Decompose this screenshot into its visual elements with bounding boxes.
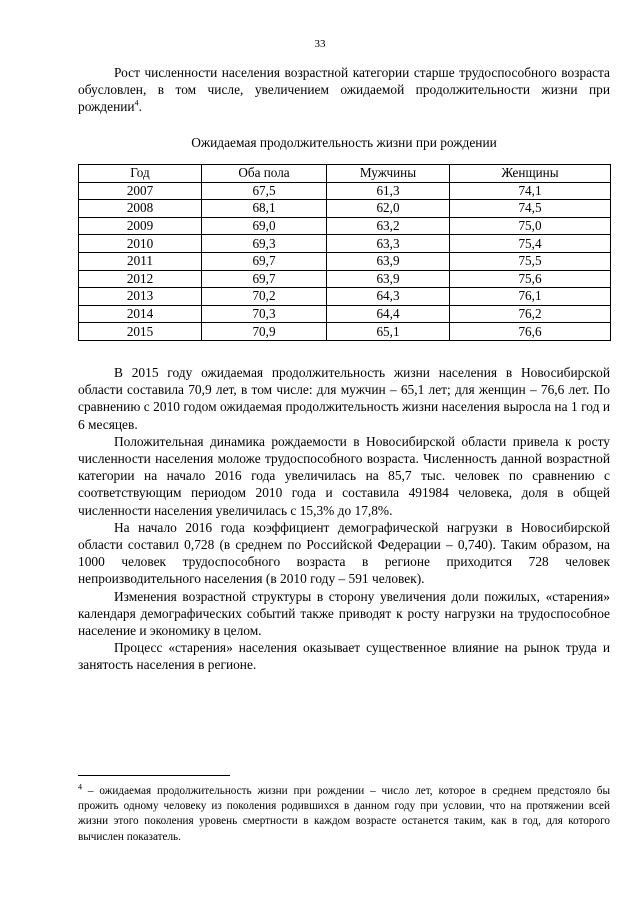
table-title: Ожидаемая продолжительность жизни при рождении bbox=[191, 135, 497, 150]
table-row bbox=[79, 235, 611, 253]
cell-year: 2012 bbox=[79, 270, 202, 288]
cell-male: 64,4 bbox=[327, 305, 450, 323]
cell-both-sexes: 69,3 bbox=[202, 235, 327, 253]
paragraph-life-expectancy: В 2015 году ожидаемая продолжительность жизни населения в Новосибирской области составила 70,9 лет, в том числе: для мужчин – 65,1 лет; для женщин – 76,6 лет. По сравнению с 2010 годом ожидаемая продолжительность жизни населения выросла на 1 год и 6 месяцев. bbox=[78, 365, 610, 432]
cell-female: 75,0 bbox=[450, 217, 611, 235]
header-male: Мужчины bbox=[327, 165, 450, 183]
header-year: Год bbox=[79, 165, 202, 183]
cell-year: 2015 bbox=[79, 323, 202, 341]
footnote-text: – ожидаемая продолжительность жизни при рождении – число лет, которое в среднем предстояло бы прожить одному человеку из поколения родившихся в данном году при условии, что на протяжении всей жизни этого поколения уровень смертности в каждом возрасте останется таким, как в год, для которого вычислен показатель. bbox=[78, 785, 610, 843]
cell-year: 2010 bbox=[79, 235, 202, 253]
footnote bbox=[78, 784, 610, 845]
footnote-divider bbox=[78, 775, 230, 776]
cell-both-sexes: 69,7 bbox=[202, 252, 327, 270]
cell-female: 74,5 bbox=[450, 200, 611, 218]
table-row bbox=[79, 252, 611, 270]
cell-female: 76,1 bbox=[450, 288, 611, 306]
cell-both-sexes: 69,0 bbox=[202, 217, 327, 235]
paragraph-dependency-ratio: На начало 2016 года коэффициент демографической нагрузки в Новосибирской области составил 0,728 (в среднем по Российской Федерации – 0,740). Таким образом, на 1000 человек трудоспособного возраста в регионе приходится 728 человек непроизводительного населения (в 2010 году – 591 человек). bbox=[78, 519, 610, 587]
intro-text: Рост численности населения возрастной категории старше трудоспособного возраста обусловлен, в том числе, увеличением ожидаемой продолжительности жизни при рождении bbox=[78, 65, 610, 115]
cell-male: 63,3 bbox=[327, 235, 450, 253]
cell-male: 61,3 bbox=[327, 182, 450, 200]
cell-year: 2007 bbox=[79, 182, 202, 200]
cell-male: 65,1 bbox=[327, 323, 450, 341]
cell-year: 2014 bbox=[79, 305, 202, 323]
cell-year: 2009 bbox=[79, 217, 202, 235]
header-female: Женщины bbox=[450, 165, 611, 183]
cell-both-sexes: 70,2 bbox=[202, 288, 327, 306]
cell-male: 63,9 bbox=[327, 252, 450, 270]
cell-year: 2008 bbox=[79, 200, 202, 218]
paragraph-age-structure: Изменения возрастной структуры в сторону увеличения доли пожилых, «старения» календаря демографических событий также приводят к росту нагрузки на трудоспособное население и экономику в целом. bbox=[78, 588, 610, 639]
table-row bbox=[79, 182, 611, 200]
cell-both-sexes: 70,9 bbox=[202, 323, 327, 341]
cell-both-sexes: 68,1 bbox=[202, 200, 327, 218]
table-row bbox=[79, 323, 611, 341]
intro-tail: . bbox=[138, 99, 142, 115]
footnote-marker: 4 bbox=[78, 782, 82, 792]
cell-female: 75,4 bbox=[450, 235, 611, 253]
cell-female: 75,5 bbox=[450, 252, 611, 270]
cell-both-sexes: 69,7 bbox=[202, 270, 327, 288]
cell-both-sexes: 70,3 bbox=[202, 305, 327, 323]
cell-male: 64,3 bbox=[327, 288, 450, 306]
table-row bbox=[79, 270, 611, 288]
cell-female: 75,6 bbox=[450, 270, 611, 288]
cell-female: 74,1 bbox=[450, 182, 611, 200]
paragraph-aging-labor: Процесс «старения» населения оказывает существенное влияние на рынок труда и занятость населения в регионе. bbox=[78, 640, 610, 673]
cell-year: 2011 bbox=[79, 252, 202, 270]
table-header-row bbox=[79, 165, 611, 183]
table-row bbox=[79, 217, 611, 235]
main-text bbox=[78, 364, 610, 674]
life-expectancy-table bbox=[78, 164, 611, 341]
paragraph-birth-dynamics: Положительная динамика рождаемости в Новосибирской области привела к росту численности населения моложе трудоспособного возраста. Численность данной возрастной категории на начало 2016 года увеличилась на 85,7 тыс. человек по сравнению с соответствующим периодом 2010 года и составила 491984 человека, доля в общей численности населения увеличилась с 15,3% до 17,8%. bbox=[78, 433, 610, 518]
table-row bbox=[79, 288, 611, 306]
page-number: 33 bbox=[314, 38, 326, 50]
cell-female: 76,2 bbox=[450, 305, 611, 323]
cell-both-sexes: 67,5 bbox=[202, 182, 327, 200]
footnote-reference: 4 bbox=[134, 98, 139, 108]
cell-male: 63,9 bbox=[327, 270, 450, 288]
cell-female: 76,6 bbox=[450, 323, 611, 341]
cell-male: 62,0 bbox=[327, 200, 450, 218]
cell-male: 63,2 bbox=[327, 217, 450, 235]
table-body bbox=[79, 182, 611, 340]
intro-paragraph bbox=[78, 64, 610, 116]
cell-year: 2013 bbox=[79, 288, 202, 306]
header-both-sexes: Оба пола bbox=[202, 165, 327, 183]
table-row bbox=[79, 200, 611, 218]
table-row bbox=[79, 305, 611, 323]
